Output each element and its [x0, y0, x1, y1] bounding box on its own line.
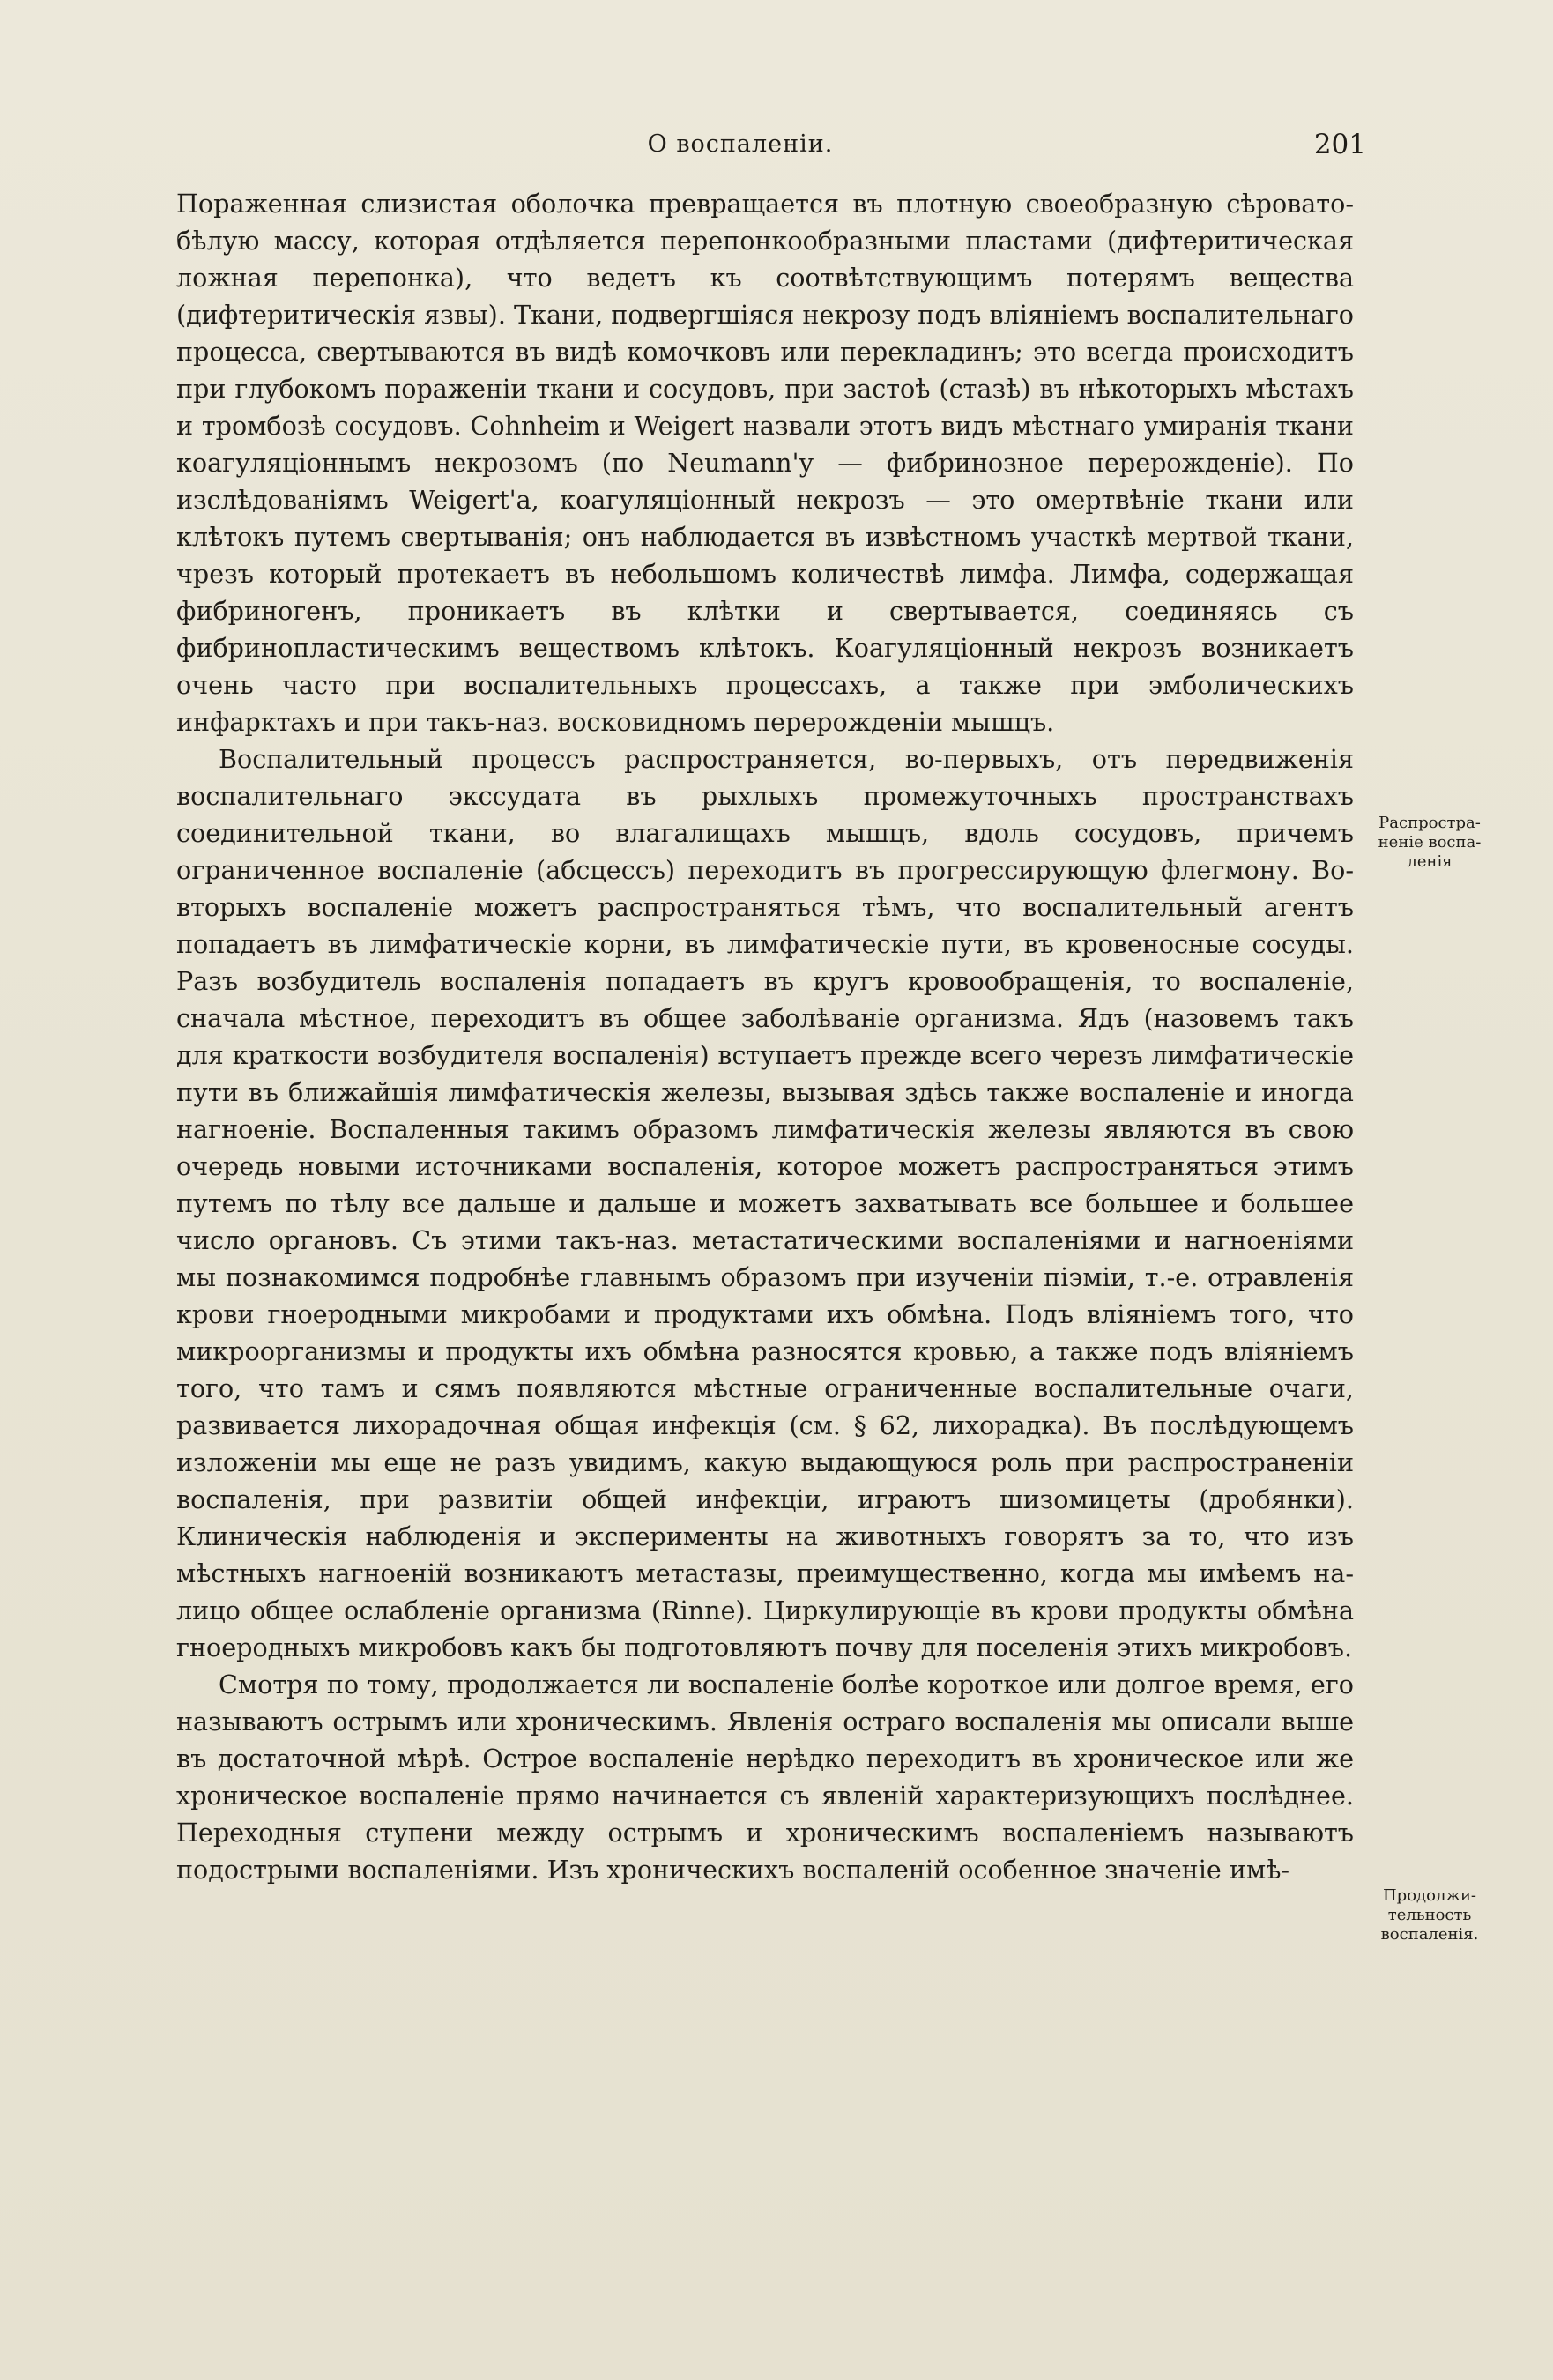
- paragraph-1: Пораженная слизистая оболочка превращается въ плотную своеобразную сѣровато-бѣлую массу, которая отдѣляется перепонкообразными пластами (дифтеритическая ложная перепонка), что ведетъ къ соотвѣтствующимъ потерямъ вещества (дифтеритическія язвы). Ткани, подвергшіяся некрозу подъ вліяніемъ воспалительнаго процесса, свертываются въ видѣ комочковъ или перекладинъ; это всегда происходитъ при глубокомъ пораженіи ткани и сосудовъ, при застоѣ (стазѣ) въ нѣкоторыхъ мѣстахъ и тромбозѣ сосудовъ. Cohnheim и Weigert назвали этотъ видъ мѣстнаго умиранія ткани коагуляціоннымъ некрозомъ (по Neumann'у — фибринозное перерожденіе). По изслѣдованіямъ Weigert'а, коагуляціонный некрозъ — это омертвѣніе ткани или клѣтокъ путемъ свертыванія; онъ наблюдается въ извѣстномъ участкѣ мертвой ткани, чрезъ который протекаетъ въ небольшомъ количествѣ лимфа. Лимфа, содержащая фибриногенъ, проникаетъ въ клѣтки и свертывается, соединяясь съ фибринопластическимъ веществомъ клѣтокъ. Коагуляціонный некрозъ возникаетъ очень часто при воспалительныхъ процессахъ, а также при эмболическихъ инфарктахъ и при такъ-наз. восковидномъ перерожденіи мышцъ.: [176, 189, 1354, 737]
- margin-note-duration: Продолжи-тельность воспаленія.: [1380, 1886, 1479, 1944]
- margin-note-spread: Распростра-неніе воспа-ленія: [1378, 814, 1482, 871]
- page-number: 201: [1313, 129, 1366, 160]
- body-text: [176, 185, 1354, 1888]
- running-header: О воспаленіи.: [647, 130, 834, 158]
- paragraph-3: Смотря по тому, продолжается ли воспаленіе болѣе короткое или долгое время, его называютъ острымъ или хроническимъ. Явленія остраго воспаленія мы описали выше въ достаточной мѣрѣ. Острое воспаленіе нерѣдко переходитъ въ хроническое или же хроническое воспаленіе прямо начинается съ явленій характеризующихъ послѣднее. Переходныя ступени между острымъ и хроническимъ воспаленіемъ называютъ подострыми воспаленіями. Изъ хроническихъ воспаленій особенное значеніе имѣ-: [176, 1670, 1354, 1885]
- paragraph-2: Воспалительный процессъ распространяется, во-первыхъ, отъ передвиженія воспалительнаго экссудата въ рыхлыхъ промежуточныхъ пространствахъ соединительной ткани, во влагалищахъ мышцъ, вдоль сосудовъ, причемъ ограниченное воспаленіе (абсцессъ) переходитъ въ прогрессирующую флегмону. Во-вторыхъ воспаленіе можетъ распространяться тѣмъ, что воспалительный агентъ попадаетъ въ лимфатическіе корни, въ лимфатическіе пути, въ кровеносные сосуды. Разъ возбудитель воспаленія попадаетъ въ кругъ кровообращенія, то воспаленіе, сначала мѣстное, переходитъ въ общее заболѣваніе организма. Ядъ (назовемъ такъ для краткости возбудителя воспаленія) вступаетъ прежде всего черезъ лимфатическіе пути въ ближайшія лимфатическія железы, вызывая здѣсь также воспаленіе и иногда нагноеніе. Воспаленныя такимъ образомъ лимфатическія железы являются въ свою очередь новыми источниками воспаленія, которое можетъ распространяться этимъ путемъ по тѣлу все дальше и дальше и можетъ захватывать все большее и большее число органовъ. Съ этими такъ-наз. метастатическими воспаленіями и нагноеніями мы познакомимся подробнѣе главнымъ образомъ при изученіи піэміи, т.-е. отравленія крови гноеродными микробами и продуктами ихъ обмѣна. Подъ вліяніемъ того, что микроорганизмы и продукты ихъ обмѣна разносятся кровью, а также подъ вліяніемъ того, что тамъ и сямъ появляются мѣстные ограниченные воспалительные очаги, развивается лихорадочная общая инфекція (см. § 62, лихорадка). Въ послѣдующемъ изложеніи мы еще не разъ увидимъ, какую выдающуюся роль при распространеніи воспаленія, при развитіи общей инфекціи, играютъ шизомицеты (дробянки). Клиническія наблюденія и эксперименты на животныхъ говорятъ за то, что изъ мѣстныхъ нагноеній возникаютъ метастазы, преимущественно, когда мы имѣемъ на-лицо общее ослабленіе организма (Rinne). Циркулирующіе въ крови продукты обмѣна гноеродныхъ микробовъ какъ бы подготовляютъ почву для поселенія этихъ микробовъ.: [176, 744, 1354, 1662]
